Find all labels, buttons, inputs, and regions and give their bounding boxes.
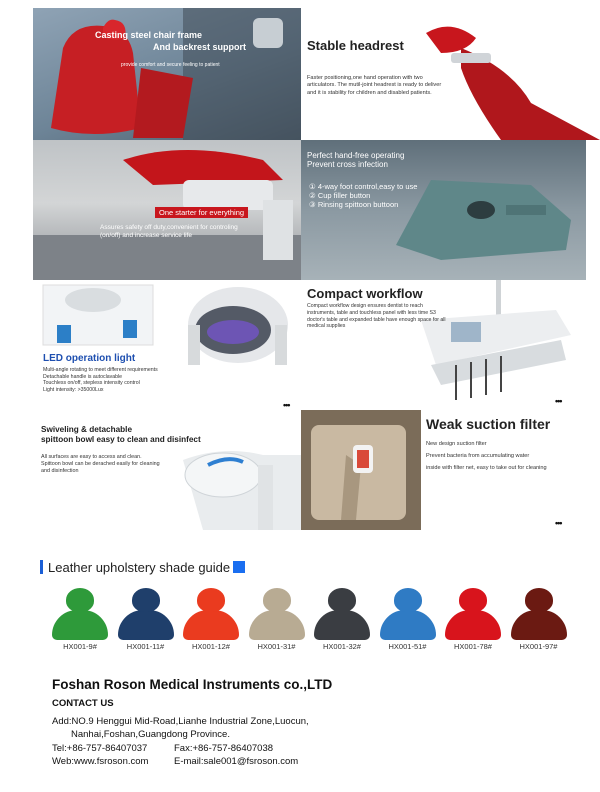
swatch-code: HX001-32# [323, 642, 361, 651]
headrest-panel [301, 8, 600, 140]
handfree-item-1: ① 4-way foot control,easy to use [309, 182, 418, 191]
swatch-seat [249, 610, 305, 640]
suction-body-line3: inside with filter net, easy to take out for cleaning [426, 465, 547, 471]
compact-workflow-panel [301, 280, 586, 410]
swatch-seat [52, 610, 108, 640]
spittoon-title-line2: spittoon bowl easy to clean and disinfect [41, 435, 201, 444]
shade-header-square [233, 561, 245, 573]
swatch-code: HX001-11# [126, 642, 165, 651]
spittoon-body: All surfaces are easy to access and clean. Spittoon bowl can be derached easily for cleaning and disinfection [41, 454, 160, 475]
contact-heading: CONTACT US [52, 698, 114, 709]
starter-panel [33, 140, 301, 280]
handfree-item-3: ③ Rinsing spittoon buttoon [309, 200, 399, 209]
swatch-seat [183, 610, 239, 640]
chair-subtitle: provide comfort and secure feeling to patient [121, 62, 220, 68]
chair-title-line2: And backrest support [153, 42, 247, 52]
led-item: Touchless on/off, stepless intensity control [43, 380, 140, 386]
shade-swatch [378, 588, 438, 652]
chair-title-line1: Casting steel chair frame [95, 30, 203, 40]
tel: Tel:+86-757-86407037 [52, 743, 148, 754]
swatch-seat [314, 610, 370, 640]
swatch-headrest [394, 588, 422, 612]
handfree-item-2: ② Cup filler button [309, 191, 371, 200]
suction-body-line1: New design suction filter [426, 441, 487, 447]
led-list [43, 367, 158, 393]
swatch-code: HX001-97# [519, 642, 558, 651]
more-dots: ••• [555, 518, 562, 528]
shade-swatch [509, 588, 569, 652]
handfree-item-2-text: Cup filler button [317, 191, 371, 200]
spittoon-title-line1: Swiveling & detachable [41, 425, 132, 434]
swatch-code: HX001-12# [192, 642, 230, 651]
led-title: LED operation light [43, 353, 136, 364]
shade-guide-header [40, 558, 245, 576]
handfree-item-1-text: 4-way foot control,easy to use [317, 182, 418, 191]
suction-filter-panel [301, 410, 586, 530]
handfree-item-3-text: Rinsing spittoon buttoon [317, 200, 399, 209]
fax: Fax:+86-757-86407038 [174, 743, 274, 754]
led-item: Multi-angle rotating to meet different requirements [43, 367, 158, 373]
swatch-code: HX001-51# [388, 642, 427, 651]
compact-body: Compact workflow design ensures dentist to reach instruments, table and touchless panel with less time S3 doctor's table and expanded table have enough space for all medical supplies [307, 303, 446, 330]
suction-body-line2: Prevent bacteria from accumulating water [426, 453, 530, 459]
email[interactable]: E-mail:sale001@fsroson.com [174, 756, 299, 767]
swatch-seat [445, 610, 501, 640]
swatch-headrest [197, 588, 225, 612]
red-chair-photo [33, 8, 301, 140]
swatch-headrest [263, 588, 291, 612]
starter-body: Assures safety off duty,convenient for controling (on/off) and increase service life [100, 224, 238, 240]
swatch-headrest [328, 588, 356, 612]
led-item: Detachable handle is autoclavable [43, 373, 123, 380]
address-line1: Add:NO.9 Henggui Mid-Road,Lianhe Industrial Zone,Luocun, [52, 716, 309, 727]
shade-swatch [181, 588, 241, 652]
shade-swatch [443, 588, 503, 652]
starter-label: One starter for everything [155, 207, 248, 218]
shade-guide-title: Leather upholstery shade guide [48, 559, 231, 575]
swatch-headrest [132, 588, 160, 612]
more-dots: ••• [555, 396, 562, 406]
compact-title: Compact workflow [307, 286, 423, 301]
shade-swatch [312, 588, 372, 652]
handfree-title-line1: Perfect hand-free operating [307, 151, 405, 160]
led-item: Light intensity: >35000Lux [43, 386, 104, 393]
shade-swatch [50, 588, 110, 652]
suction-title: Weak suction filter [426, 416, 551, 432]
shade-swatch [247, 588, 307, 652]
swatch-code: HX001-9# [63, 642, 97, 651]
swatch-headrest [66, 588, 94, 612]
handfree-title-line2: Prevent cross infection [307, 160, 388, 169]
swatch-headrest [525, 588, 553, 612]
led-light-panel [33, 280, 301, 410]
swatch-code: HX001-31# [257, 642, 296, 651]
swatch-headrest [459, 588, 487, 612]
company-name: Foshan Roson Medical Instruments co.,LTD [52, 677, 333, 692]
address-line2: Nanhai,Foshan,Guangdong Province. [71, 729, 230, 740]
swatch-seat [511, 610, 567, 640]
spittoon-panel [33, 410, 301, 530]
handfree-panel [301, 140, 586, 280]
swatch-seat [118, 610, 174, 640]
shade-header-bar [40, 560, 43, 574]
headrest-title: Stable headrest [307, 38, 404, 53]
more-dots: ••• [283, 400, 290, 410]
shade-swatch [116, 588, 176, 652]
swatch-seat [380, 610, 436, 640]
website[interactable]: Web:www.fsroson.com [52, 756, 149, 767]
swatch-code: HX001-78# [454, 642, 492, 651]
headrest-photo [301, 8, 600, 140]
chair-frame-panel [33, 8, 301, 140]
headrest-body: Faster positioning,one hand operation with two articulators. The mutil-joint headrest is ready to deliver and it is stability for children and disabled patients. [307, 75, 442, 96]
